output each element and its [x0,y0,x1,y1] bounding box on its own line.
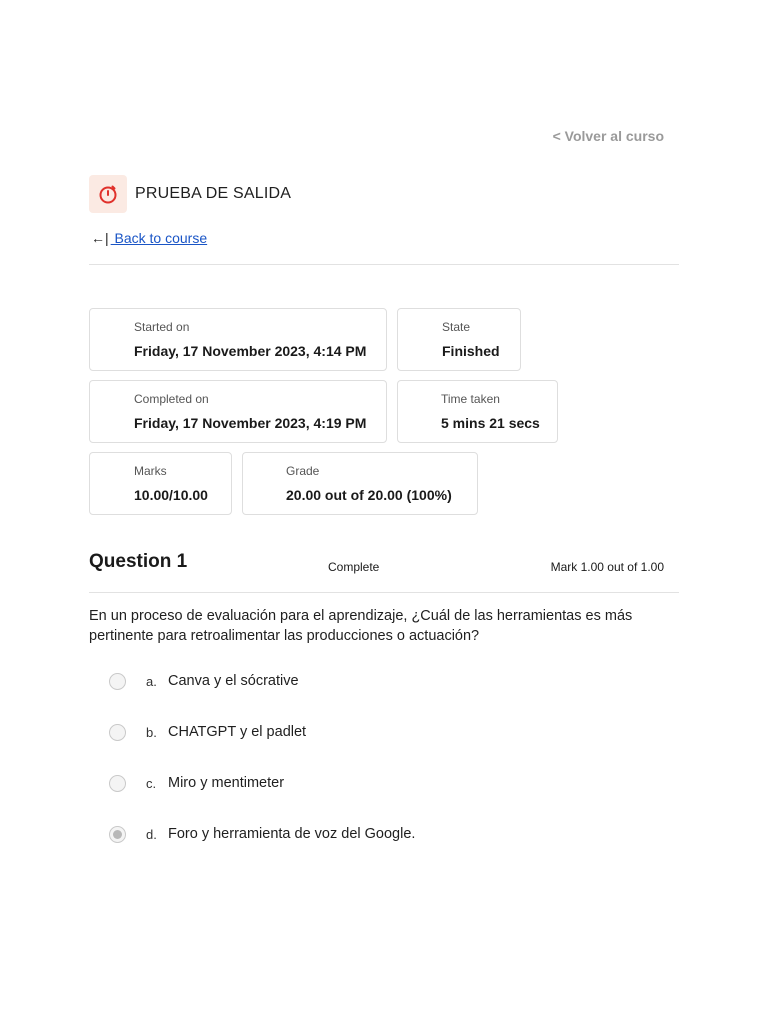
time-taken-card [397,380,558,443]
question-status: Complete [328,560,380,574]
started-on-label: Started on [134,320,190,334]
option-letter: c. [146,775,157,791]
started-on-value: Friday, 17 November 2023, 4:14 PM [134,343,367,359]
answer-option-a[interactable] [109,671,299,691]
back-to-course [91,230,207,246]
question-text: En un proceso de evaluación para el aprendizaje, ¿Cuál de las herramientas es más pertinente para retroalimentar las producciones o actuación? [89,608,633,644]
stopwatch-icon [89,175,127,213]
divider [89,592,679,593]
question-mark: Mark 1.00 out of 1.00 [550,560,664,574]
option-letter: b. [146,724,157,740]
radio-button[interactable] [109,775,126,792]
state-value: Finished [442,343,500,359]
answer-option-c[interactable] [109,773,284,793]
answer-option-d[interactable] [109,824,415,844]
question-title: Question 1 [89,551,188,572]
radio-button-selected[interactable] [109,826,126,843]
option-text: Canva y el sócrative [168,673,299,689]
answer-option-b[interactable] [109,722,306,742]
marks-label: Marks [134,464,167,478]
completed-on-card [89,380,387,443]
grade-label: Grade [286,464,320,478]
option-letter: a. [146,673,157,689]
completed-on-value: Friday, 17 November 2023, 4:19 PM [134,415,367,431]
started-on-card [89,308,387,371]
radio-button[interactable] [109,724,126,741]
state-card [397,308,521,371]
option-text: Miro y mentimeter [168,775,285,791]
activity-header [89,175,291,213]
time-taken-label: Time taken [441,392,500,406]
option-letter: d. [146,826,157,842]
back-arrow-icon: ←| [91,230,109,246]
marks-value: 10.00/10.00 [134,487,208,503]
volver-al-curso-link[interactable]: < Volver al curso [552,128,664,144]
radio-button[interactable] [109,673,126,690]
back-to-course-link[interactable]: Back to course [110,230,208,246]
option-text: Foro y herramienta de voz del Google. [168,826,416,842]
divider [89,264,679,265]
state-label: State [442,320,471,334]
marks-card [89,452,232,515]
completed-on-label: Completed on [134,392,209,406]
option-text: CHATGPT y el padlet [168,724,307,740]
activity-title: PRUEBA DE SALIDA [135,185,292,202]
radio-selected-dot [113,830,122,839]
grade-value: 20.00 out of 20.00 (100%) [286,487,452,503]
grade-card [242,452,478,515]
time-taken-value: 5 mins 21 secs [441,415,540,431]
